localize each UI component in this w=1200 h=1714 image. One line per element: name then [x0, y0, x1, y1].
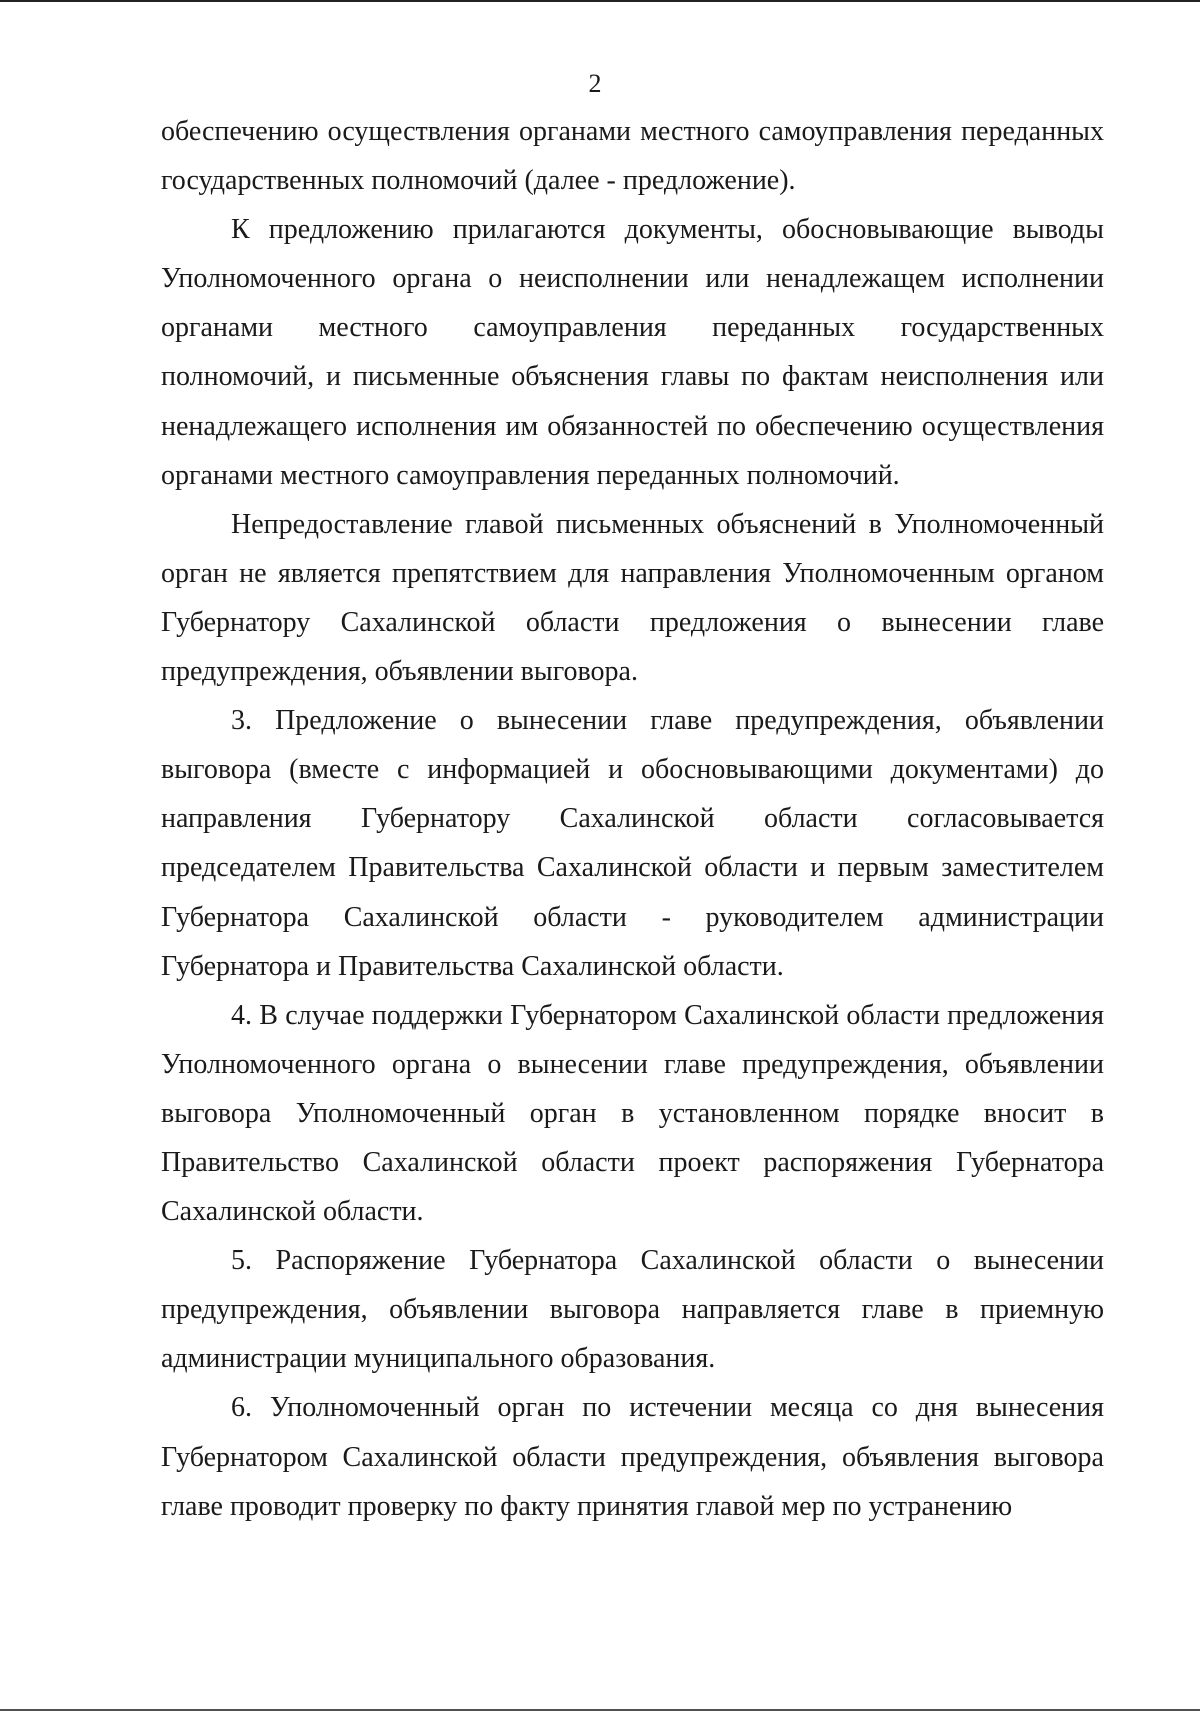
paragraph-no-explanation: Непредоставление главой письменных объяснений в Уполномоченный орган не является препятствием для направления Уполномоченным органом Губернатору Сахалинской области предложения о вынесении главе предупреждения, объявлении выговора. — [161, 508, 1104, 688]
bottom-edge-rule — [0, 1709, 1200, 1711]
paragraph-item-3: 3. Предложение о вынесении главе предупреждения, объявлении выговора (вместе с информацией и обосновывающими документами) до направления Губернатору Сахалинской области согласовывается председателем Правительства Сахалинской области и первым заместителем Губернатора Сахалинской области - руководителем администрации Губернатора и Правительства Сахалинской области. — [161, 705, 1104, 982]
paragraph-item-4: 4. В случае поддержки Губернатором Сахалинской области предложения Уполномоченного органа о вынесении главе предупреждения, объявлении выговора Уполномоченный орган в установленном порядке вносит в Правительство Сахалинской области проект распоряжения Губернатора Сахалинской области. — [161, 999, 1104, 1228]
paragraph-item-6: 6. Уполномоченный орган по истечении месяца со дня вынесения Губернатором Сахалинской области предупреждения, объявления выговора главе проводит проверку по факту принятия главой мер по устранению — [161, 1392, 1104, 1522]
document-body — [161, 107, 1104, 1531]
top-edge-rule — [0, 0, 1200, 2]
paragraph-attachments: К предложению прилагаются документы, обосновывающие выводы Уполномоченного органа о неисполнении или ненадлежащем исполнении органами местного самоуправления переданных государственных полномочий, и письменные объяснения главы по фактам неисполнения или ненадлежащего исполнения им обязанностей по обеспечению осуществления органами местного самоуправления переданных полномочий. — [161, 214, 1104, 491]
paragraph-item-5: 5. Распоряжение Губернатора Сахалинской области о вынесении предупреждения, объявлении выговора направляется главе в приемную администрации муниципального образования. — [161, 1245, 1104, 1375]
page-number: 2 — [588, 69, 602, 98]
paragraph-continuation: обеспечению осуществления органами местного самоуправления переданных государственных полномочий (далее - предложение). — [161, 116, 1104, 197]
